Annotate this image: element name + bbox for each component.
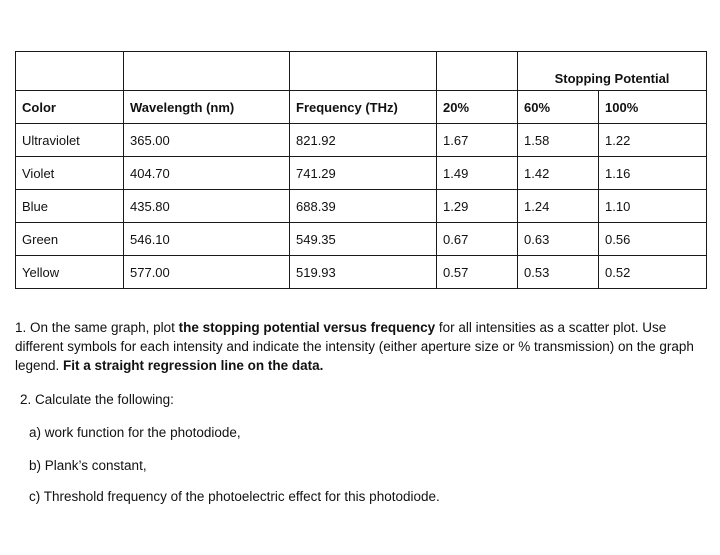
table-cell: 1.10 — [599, 190, 707, 223]
table-cell: 0.57 — [437, 256, 518, 289]
table-cell: 821.92 — [290, 124, 437, 157]
table-cell: Yellow — [16, 256, 124, 289]
table-cell: Blue — [16, 190, 124, 223]
table-cell: 0.53 — [518, 256, 599, 289]
table-cell: Green — [16, 223, 124, 256]
table-group-header-row — [16, 52, 707, 91]
table-cell: 0.63 — [518, 223, 599, 256]
table-cell: 1.67 — [437, 124, 518, 157]
table-cell-empty — [437, 52, 518, 91]
stopping-potential-header: Stopping Potential — [518, 52, 707, 91]
table-cell: Ultraviolet — [16, 124, 124, 157]
table-cell: 0.67 — [437, 223, 518, 256]
question-1-text-a: 1. On the same graph, plot — [15, 320, 179, 335]
column-header-100: 100% — [599, 91, 707, 124]
column-header-20: 20% — [437, 91, 518, 124]
table-cell: 1.24 — [518, 190, 599, 223]
table-cell: 546.10 — [124, 223, 290, 256]
table-row — [16, 157, 707, 190]
table-cell: 404.70 — [124, 157, 290, 190]
table-cell: 549.35 — [290, 223, 437, 256]
question-2a: a) work function for the photodiode, — [29, 425, 241, 440]
question-1-bold-a: the stopping potential versus frequency — [178, 320, 436, 335]
table-cell: 0.56 — [599, 223, 707, 256]
question-1-bold-b: Fit a straight regression line on the data. — [63, 358, 324, 373]
question-1-text-b: for all intensities as a scatter plot. Use different symbols for each intensity and indicate the intensity (either aperture size or % transmission) on the graph legend. — [15, 320, 694, 373]
table-cell-empty — [16, 52, 124, 91]
table-row — [16, 190, 707, 223]
table-header-row — [16, 91, 707, 124]
table-cell: 1.22 — [599, 124, 707, 157]
column-header-wavelength: Wavelength (nm) — [124, 91, 290, 124]
question-1 — [15, 318, 705, 375]
table-cell: 0.52 — [599, 256, 707, 289]
table-row — [16, 223, 707, 256]
table-cell: 435.80 — [124, 190, 290, 223]
stopping-potential-table — [15, 51, 707, 289]
table-row — [16, 256, 707, 289]
table-cell: 1.16 — [599, 157, 707, 190]
table-cell: 688.39 — [290, 190, 437, 223]
table-cell: 1.29 — [437, 190, 518, 223]
table-cell: 365.00 — [124, 124, 290, 157]
question-2c: c) Threshold frequency of the photoelectric effect for this photodiode. — [29, 489, 440, 504]
table-cell: Violet — [16, 157, 124, 190]
table-cell: 577.00 — [124, 256, 290, 289]
table-cell: 1.49 — [437, 157, 518, 190]
question-2b: b) Plank’s constant, — [29, 458, 147, 473]
table-cell-empty — [290, 52, 437, 91]
table-cell: 741.29 — [290, 157, 437, 190]
table-cell: 1.42 — [518, 157, 599, 190]
table-cell-empty — [124, 52, 290, 91]
table-row — [16, 124, 707, 157]
column-header-frequency: Frequency (THz) — [290, 91, 437, 124]
table-cell: 519.93 — [290, 256, 437, 289]
column-header-60: 60% — [518, 91, 599, 124]
column-header-color: Color — [16, 91, 124, 124]
table-cell: 1.58 — [518, 124, 599, 157]
question-2: 2. Calculate the following: — [20, 392, 174, 407]
